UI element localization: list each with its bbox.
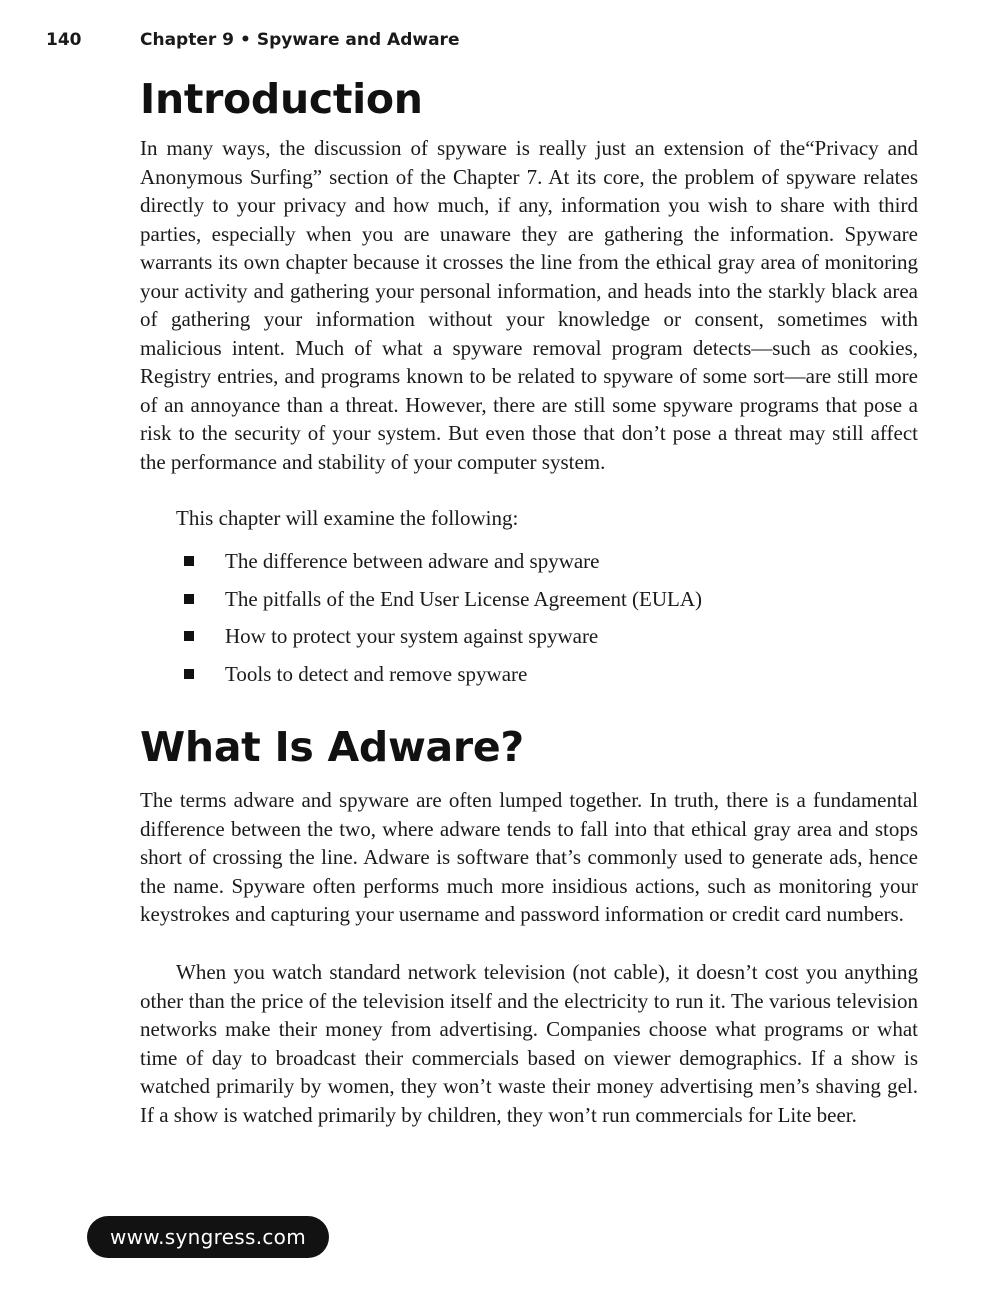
introduction-paragraph: In many ways, the discussion of spyware is really just an extension of the“Privacy and Anonymous Surfing” section of the Chapter 7. At its core, the problem of spyware relates directly to your privacy and how much, if any, information you wish to share with third parties, especially when you are unaware they are gathering the information. Spyware warrants its own chapter because it crosses the line from the ethical gray area of monitoring your activity and gathering your personal information, and heads into the starkly black area of gathering your information without your knowledge or consent, sometimes with malicious intent. Much of what a spyware removal program detects—such as cookies, Registry entries, and programs known to be related to spyware of some sort—are still more of an annoyance than a threat. However, there are still some spyware programs that pose a risk to the security of your system. But even those that don’t pose a threat may still affect the performance and stability of your computer system.: [140, 136, 918, 474]
list-item-text: The difference between adware and spyware: [225, 549, 600, 573]
chapter-title: Spyware and Adware: [256, 30, 460, 50]
television-analogy-paragraph: When you watch standard network television (not cable), it doesn’t cost you anything other than the price of the television itself and the electricity to run it. The various television networks make their money from advertising. Companies choose what programs or what time of day to broadcast their commercials based on viewer demographics. If a show is watched primarily by women, they won’t waste their money advertising men’s shaving gel. If a show is watched primarily by children, they won’t run commercials for Lite beer.: [140, 960, 918, 1127]
square-bullet-icon: [184, 669, 194, 679]
square-bullet-icon: [184, 631, 194, 641]
list-item: [184, 583, 702, 621]
list-item-text: Tools to detect and remove spyware: [225, 661, 528, 686]
list-item-text: The pitfalls of the End User License Agreement (EULA): [225, 586, 703, 611]
chapter-topics-list: [184, 545, 702, 695]
header-separator: •: [240, 30, 251, 50]
list-item: [184, 620, 702, 658]
running-header: [46, 30, 459, 50]
chapter-overview-lead: This chapter will examine the following:: [176, 506, 519, 530]
adware-paragraph: The terms adware and spyware are often lumped together. In truth, there is a fundamental difference between the two, where adware tends to fall into that ethical gray area and stops short of crossing the line. Adware is software that’s commonly used to generate ads, hence the name. Spyware often performs much more insidious actions, such as monitoring your keystrokes and capturing your username and password information or credit card numbers.: [140, 788, 918, 926]
chapter-label: Chapter 9: [140, 30, 235, 50]
publisher-url-badge: www.syngress.com: [87, 1216, 329, 1258]
list-item: [184, 545, 702, 583]
square-bullet-icon: [184, 556, 194, 566]
introduction-heading: Introduction: [140, 75, 423, 123]
page-number: 140: [46, 30, 82, 50]
square-bullet-icon: [184, 594, 194, 604]
list-item: [184, 658, 702, 696]
list-item-text: How to protect your system against spyware: [225, 624, 599, 648]
what-is-adware-heading: What Is Adware?: [140, 723, 524, 771]
